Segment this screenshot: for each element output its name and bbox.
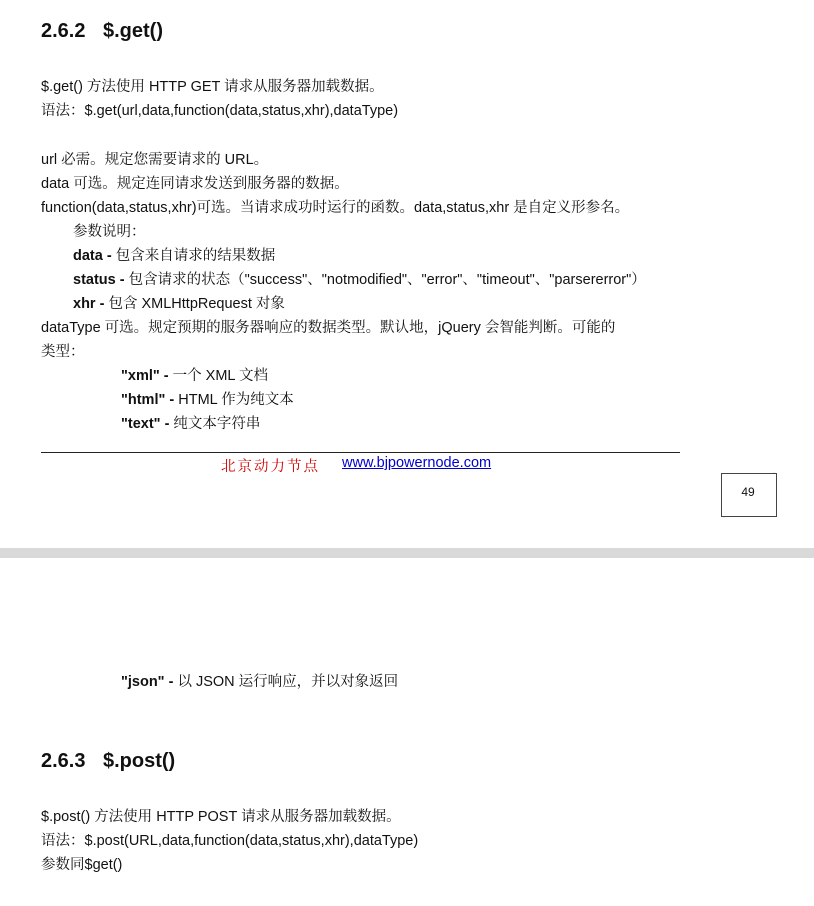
param-datatype: dataType 可选。规定预期的服务器响应的数据类型。默认地，jQuery 会智能判断。可能的 <box>41 320 616 336</box>
param-explanation-label: 参数说明： <box>73 224 146 240</box>
param-data: data 可选。规定连同请求发送到服务器的数据。 <box>41 176 349 192</box>
section-heading-2-6-2 <box>41 19 163 43</box>
section-title: $.post() <box>103 750 176 772</box>
param-function: function(data,status,xhr)可选。当请求成功时运行的函数。data,status,xhr 是自定义形参名。 <box>41 200 630 216</box>
callback-param-xhr <box>73 295 285 313</box>
post-params-note: 参数同$get() <box>41 857 123 873</box>
page-number-badge <box>719 472 777 516</box>
param-datatype-cont: 类型： <box>41 344 85 360</box>
page-number: 49 <box>741 485 755 499</box>
param-key: data - <box>73 248 116 264</box>
type-key: "text" - <box>121 416 174 432</box>
footer-brand: 北京动力节点 <box>221 459 320 475</box>
post-syntax: 语法：$.post(URL,data,function(data,status,xhr),dataType) <box>41 833 419 849</box>
section-title: $.get() <box>103 20 163 42</box>
type-key: "json" - <box>121 674 178 690</box>
type-desc: 一个 XML 文档 <box>172 368 268 384</box>
type-text <box>121 415 260 433</box>
type-key: "xml" - <box>121 368 173 384</box>
type-json <box>121 673 398 691</box>
param-desc: 包含 XMLHttpRequest 对象 <box>108 296 285 312</box>
type-html <box>121 391 294 409</box>
section-number: 2.6.2 <box>41 20 86 42</box>
type-desc: 以 JSON 运行响应，并以对象返回 <box>177 674 399 690</box>
param-key: status - <box>73 272 129 288</box>
get-description: $.get() 方法使用 HTTP GET 请求从服务器加载数据。 <box>41 79 384 95</box>
section-heading-2-6-3 <box>41 749 175 773</box>
callback-param-status <box>73 271 646 289</box>
type-xml <box>121 367 268 385</box>
footer-url-link[interactable]: www.bjpowernode.com <box>342 455 492 471</box>
param-key: xhr - <box>73 296 109 312</box>
page-separator <box>0 548 814 558</box>
type-desc: 纯文本字符串 <box>173 416 261 432</box>
footer-divider <box>41 452 680 453</box>
callback-param-data <box>73 247 275 265</box>
section-number: 2.6.3 <box>41 750 86 772</box>
type-key: "html" - <box>121 392 179 408</box>
document-page-2 <box>0 558 814 906</box>
param-url: url 必需。规定您需要请求的 URL。 <box>41 152 269 168</box>
param-desc: 包含来自请求的结果数据 <box>115 248 276 264</box>
get-syntax: 语法：$.get(url,data,function(data,status,xhr),dataType) <box>41 103 399 119</box>
type-desc: HTML 作为纯文本 <box>178 392 294 408</box>
post-description: $.post() 方法使用 HTTP POST 请求从服务器加载数据。 <box>41 809 401 825</box>
param-desc: 包含请求的状态（"success"、"notmodified"、"error"、"timeout"、"parsererror"） <box>128 272 646 288</box>
